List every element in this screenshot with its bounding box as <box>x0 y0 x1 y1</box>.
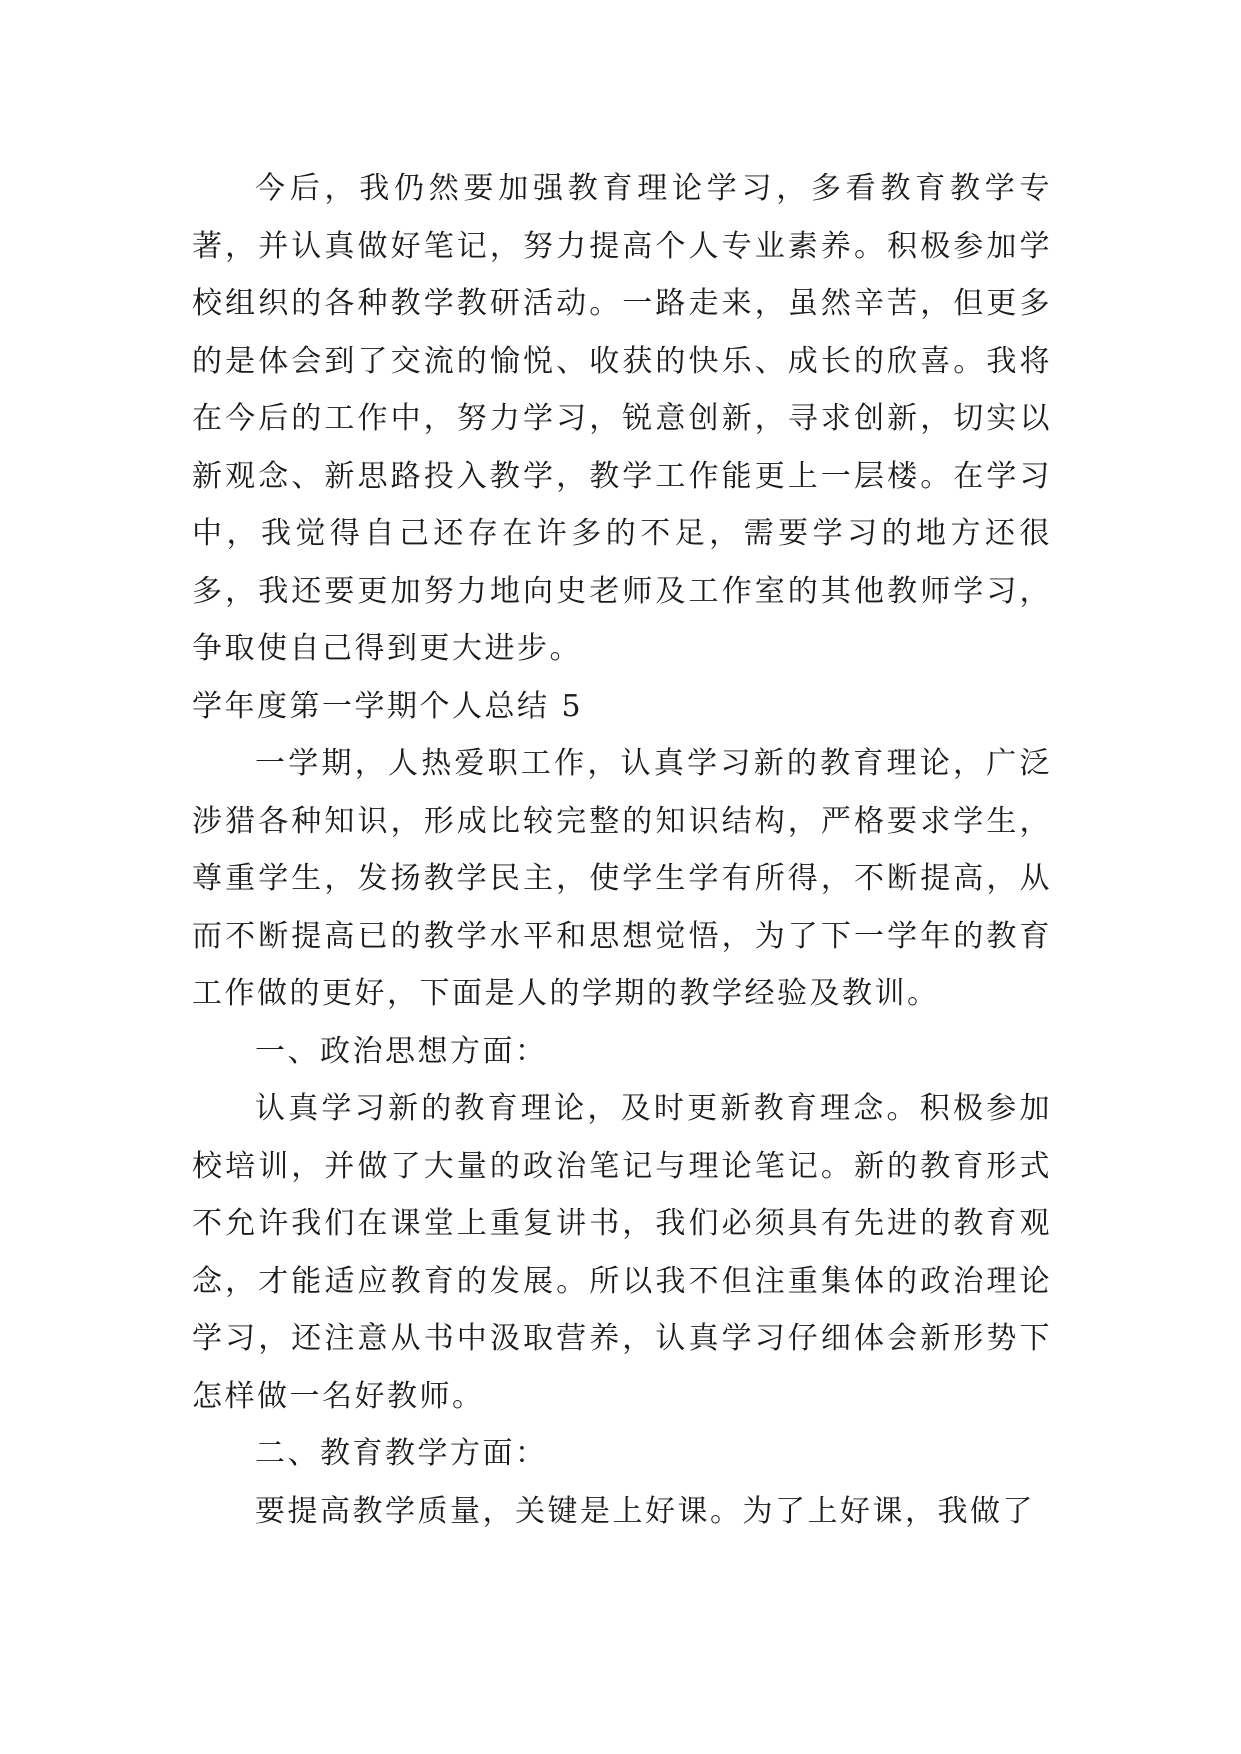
paragraph-teaching: 要提高教学质量，关键是上好课。为了上好课，我做了 <box>255 1493 1035 1529</box>
document-body <box>192 160 1052 1540</box>
paragraph-semester-intro: 一学期，人热爱职工作，认真学习新的教育理论，广泛涉猎各种知识，形成比较完整的知识结构，严格要求学生，尊重学生，发扬教学民主，使学生学有所得，不断提高，从而不断提高已的教学水平和思想觉悟，为了下一学年的教育工作做的更好，下面是人的学期的教学经验及教训。 <box>192 746 1052 1011</box>
subheading-teaching: 二、教育教学方面： <box>255 1436 548 1471</box>
section-title: 学年度第一学期个人总结 5 <box>192 688 584 724</box>
subheading-political-thought: 一、政治思想方面： <box>255 1033 548 1069</box>
paragraph-political-thought: 认真学习新的教育理论，及时更新教育理念。积极参加校培训，并做了大量的政治笔记与理论笔记。新的教育形式不允许我们在课堂上重复讲书，我们必须具有先进的教育观念，才能适应教育的发展。所以我不但注重集体的政治理论学习，还注意从书中汲取营养，认真学习仔细体会新形势下怎样做一名好教师。 <box>192 1091 1052 1414</box>
paragraph-future-plans: 今后，我仍然要加强教育理论学习，多看教育教学专著，并认真做好笔记，努力提高个人专业素养。积极参加学校组织的各种教学教研活动。一路走来，虽然辛苦，但更多的是体会到了交流的愉悦、收获的快乐、成长的欣喜。我将在今后的工作中，努力学习，锐意创新，寻求创新，切实以新观念、新思路投入教学，教学工作能更上一层楼。在学习中，我觉得自己还存在许多的不足，需要学习的地方还很多，我还要更加努力地向史老师及工作室的其他教师学习，争取使自己得到更大进步。 <box>192 171 1052 666</box>
